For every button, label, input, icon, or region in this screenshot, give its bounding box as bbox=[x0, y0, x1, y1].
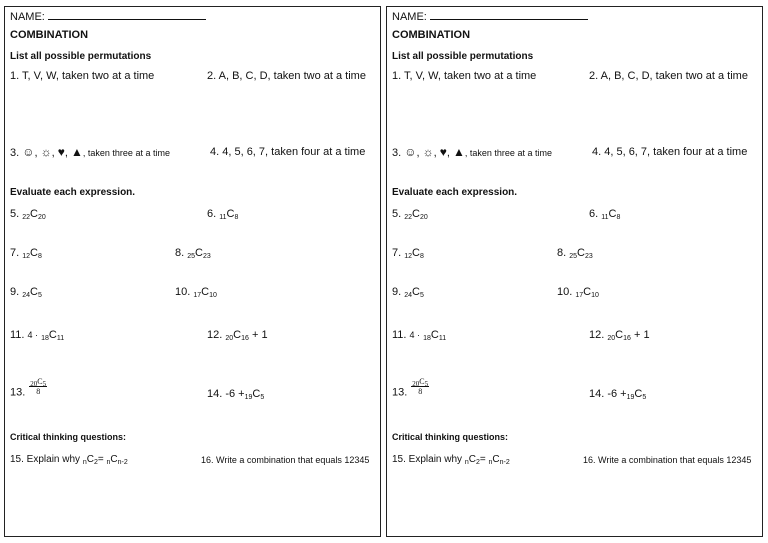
question-10: 10. $_{17}C_{10}$ bbox=[175, 286, 217, 299]
question-2: 2. A, B, C, D, taken two at a time bbox=[589, 70, 748, 82]
question-9: 9. $_{24}C_5$ bbox=[10, 286, 42, 299]
question-5: 5. $_{22}C_{20}$ bbox=[392, 208, 428, 221]
name-field: NAME: bbox=[10, 10, 206, 24]
section-heading-critical: Critical thinking questions: bbox=[10, 432, 127, 442]
worksheet-title: COMBINATION bbox=[10, 29, 89, 41]
smiley-icon: ☺ bbox=[404, 145, 417, 159]
worksheet-page-right bbox=[386, 6, 763, 537]
sun-icon: ☼ bbox=[40, 145, 52, 159]
question-13: 13. $\frac{_{20}C_5}{8}$ bbox=[392, 377, 429, 399]
question-7: 7. $_{12}C_8$ bbox=[392, 247, 424, 260]
question-4: 4. 4, 5, 6, 7, taken four at a time bbox=[592, 146, 748, 158]
section-heading-critical: Critical thinking questions: bbox=[392, 432, 509, 442]
question-15: 15. Explain why $_nC_2= _nC_{n-2}$ bbox=[392, 454, 510, 466]
question-14: 14. $-6 +_{19}C_5$ bbox=[207, 388, 265, 401]
question-16: 16. Write a combination that equals 12345 bbox=[583, 455, 752, 465]
question-12: 12. $_{20}C_{16} + 1$ bbox=[589, 329, 650, 342]
question-1: 1. T, V, W, taken two at a time bbox=[10, 70, 155, 82]
section-heading-evaluate: Evaluate each expression. bbox=[392, 187, 518, 198]
question-16: 16. Write a combination that equals 12345 bbox=[201, 455, 370, 465]
question-13: 13. $\frac{_{20}C_5}{8}$ bbox=[10, 377, 47, 399]
question-5: 5. $_{22}C_{20}$ bbox=[10, 208, 46, 221]
question-7: 7. $_{12}C_8$ bbox=[10, 247, 42, 260]
question-11: 11. $4 \cdot _{18}C_{11}$ bbox=[10, 329, 65, 342]
question-8: 8. $_{25}C_{23}$ bbox=[557, 247, 593, 260]
question-1: 1. T, V, W, taken two at a time bbox=[392, 70, 537, 82]
question-2: 2. A, B, C, D, taken two at a time bbox=[207, 70, 366, 82]
section-heading-permutations: List all possible permutations bbox=[10, 51, 152, 62]
question-10: 10. $_{17}C_{10}$ bbox=[557, 286, 599, 299]
worksheet-title: COMBINATION bbox=[392, 29, 471, 41]
sun-icon: ☼ bbox=[422, 145, 434, 159]
fraction: $\frac{_{20}C_5}{8}$ bbox=[30, 377, 47, 396]
question-6: 6. $_{11}C_8$ bbox=[207, 208, 239, 221]
smiley-icon: ☺ bbox=[22, 145, 35, 159]
question-6: 6. $_{11}C_8$ bbox=[589, 208, 621, 221]
fraction: $\frac{_{20}C_5}{8}$ bbox=[412, 377, 429, 396]
question-15: 15. Explain why $_nC_2= _nC_{n-2}$ bbox=[10, 454, 128, 466]
worksheet-page-left bbox=[4, 6, 381, 537]
name-field: NAME: bbox=[392, 10, 588, 24]
question-4: 4. 4, 5, 6, 7, taken four at a time bbox=[210, 146, 366, 158]
section-heading-evaluate: Evaluate each expression. bbox=[10, 187, 136, 198]
question-12: 12. $_{20}C_{16} + 1$ bbox=[207, 329, 268, 342]
section-heading-permutations: List all possible permutations bbox=[392, 51, 534, 62]
question-9: 9. $_{24}C_5$ bbox=[392, 286, 424, 299]
question-14: 14. $-6 +_{19}C_5$ bbox=[589, 388, 647, 401]
name-line bbox=[430, 10, 588, 20]
question-3: 3. ☺, ☼, ♥, ▲, taken three at a time bbox=[392, 145, 552, 159]
triangle-icon: ▲ bbox=[71, 145, 83, 159]
heart-icon: ♥ bbox=[439, 145, 447, 159]
heart-icon: ♥ bbox=[57, 145, 65, 159]
question-8: 8. $_{25}C_{23}$ bbox=[175, 247, 211, 260]
triangle-icon: ▲ bbox=[453, 145, 465, 159]
question-11: 11. $4 \cdot _{18}C_{11}$ bbox=[392, 329, 447, 342]
question-3: 3. ☺, ☼, ♥, ▲, taken three at a time bbox=[10, 145, 170, 159]
name-line bbox=[48, 10, 206, 20]
